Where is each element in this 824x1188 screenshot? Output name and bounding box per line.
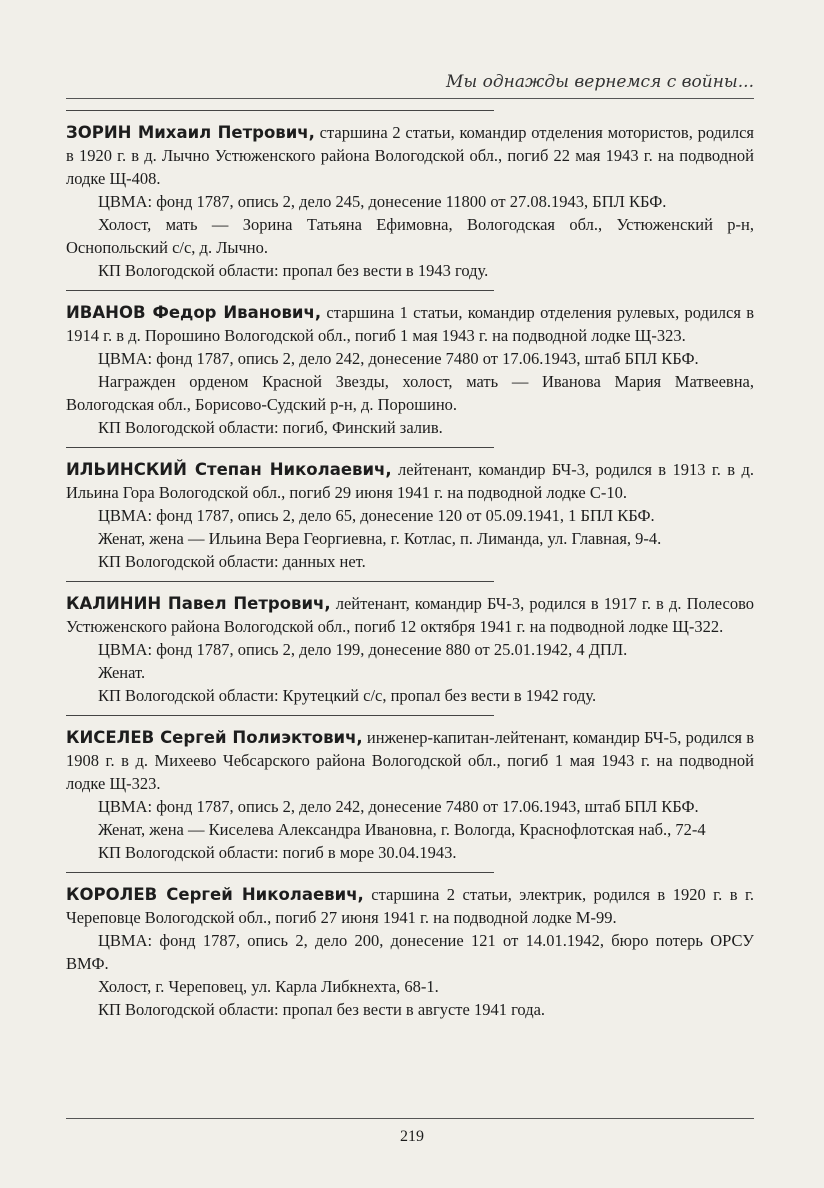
entry-archive: ЦВМА: фонд 1787, опись 2, дело 242, донесение 7480 от 17.06.1943, штаб БПЛ КБФ. [98,797,699,816]
entry-archive: ЦВМА: фонд 1787, опись 2, дело 199, донесение 880 от 25.01.1942, 4 ДПЛ. [98,640,628,659]
entry-main: КОРОЛЕВ Сергей Николаевич, старшина 2 статьи, электрик, родился в 1920 г. в г. Череповце Вологодской обл., погиб 27 июня 1941 г. на подводной лодке М-99. [66,885,754,927]
entry-divider [66,447,494,448]
entry-archive: ЦВМА: фонд 1787, опись 2, дело 242, донесение 7480 от 17.06.1943, штаб БПЛ КБФ. [98,349,699,368]
entry-ivanov [66,290,754,439]
entry-name: КОРОЛЕВ Сергей Николаевич, [66,885,364,904]
entry-divider [66,715,494,716]
entry-main: ИВАНОВ Федор Иванович, старшина 1 статьи, командир отделения рулевых, родился в 1914 г. в д. Порошино Вологодской обл., погиб 1 мая 1943 г. на подводной лодке Щ-323. [66,303,754,345]
entry-family: Женат, жена — Ильина Вера Георгиевна, г. Котлас, п. Лиманда, ул. Главная, 9-4. [98,529,662,548]
entry-family: Холост, г. Череповец, ул. Карла Либкнехта, 68-1. [98,977,439,996]
entry-main: КИСЕЛЕВ Сергей Полиэктович, инженер-капитан-лейтенант, командир БЧ-5, родился в 1908 г. в д. Михеево Чебсарского района Вологодской обл., погиб 1 мая 1943 г. на подводной лодке Щ-323. [66,728,754,793]
entry-kalinin [66,581,754,707]
running-header: Мы однажды вернемся с войны... [446,72,754,92]
footer-divider [66,1118,754,1119]
entry-name: ЗОРИН Михаил Петрович, [66,123,315,142]
entry-divider [66,581,494,582]
entry-main: ЗОРИН Михаил Петрович, старшина 2 статьи, командир отделения мотористов, родился в 1920 г. в д. Лычно Устюженского района Вологодской обл., погиб 22 мая 1943 г. на подводной лодке Щ-408. [66,123,754,188]
entry-name: КАЛИНИН Павел Петрович, [66,594,331,613]
entry-main: КАЛИНИН Павел Петрович, лейтенант, командир БЧ-3, родился в 1917 г. в д. Полесово Устюженского района Вологодской обл., погиб 12 октября 1941 г. на подводной лодке Щ-322. [66,594,755,636]
entry-memory-book: КП Вологодской области: погиб в море 30.04.1943. [98,843,457,862]
entry-memory-book: КП Вологодской области: погиб, Финский залив. [98,418,443,437]
entry-korolev [66,872,754,1021]
entry-memory-book: КП Вологодской области: данных нет. [98,552,366,571]
entry-family: Холост, мать — Зорина Татьяна Ефимовна, Вологодская обл., Устюженский р-н, Оснопольский с/с, д. Лычно. [66,215,754,257]
page-number: 219 [400,1128,424,1145]
entry-name: ИЛЬИНСКИЙ Степан Николаевич, [66,460,392,479]
entry-memory-book: КП Вологодской области: пропал без вести в 1943 году. [98,261,489,280]
entry-name: КИСЕЛЕВ Сергей Полиэктович, [66,728,363,747]
header-divider [66,98,754,99]
entry-archive: ЦВМА: фонд 1787, опись 2, дело 65, донесение 120 от 05.09.1941, 1 БПЛ КБФ. [98,506,655,525]
entry-family: Награжден орденом Красной Звезды, холост, мать — Иванова Мария Матвеевна, Вологодская обл., Борисово-Судский р-н, д. Порошино. [66,372,754,414]
entry-name: ИВАНОВ Федор Иванович, [66,303,322,322]
entry-memory-book: КП Вологодской области: Крутецкий с/с, пропал без вести в 1942 году. [98,686,597,705]
entry-family: Женат, жена — Киселева Александра Ивановна, г. Вологда, Краснофлотская наб., 72-4 [98,820,706,839]
entry-family: Женат. [98,663,146,682]
entry-zorin [66,110,754,282]
entry-divider [66,110,494,111]
entry-divider [66,872,494,873]
entries-list [66,110,754,1029]
entry-main: ИЛЬИНСКИЙ Степан Николаевич, лейтенант, командир БЧ-3, родился в 1913 г. в д. Ильина Гора Вологодской обл., погиб 29 июня 1941 г. на подводной лодке С-10. [66,460,754,502]
entry-memory-book: КП Вологодской области: пропал без вести в августе 1941 года. [98,1000,546,1019]
entry-archive: ЦВМА: фонд 1787, опись 2, дело 200, донесение 121 от 14.01.1942, бюро потерь ОРСУ ВМФ. [66,931,754,973]
entry-kiselev [66,715,754,864]
entry-ilinsky [66,447,754,573]
entry-archive: ЦВМА: фонд 1787, опись 2, дело 245, донесение 11800 от 27.08.1943, БПЛ КБФ. [98,192,667,211]
entry-divider [66,290,494,291]
